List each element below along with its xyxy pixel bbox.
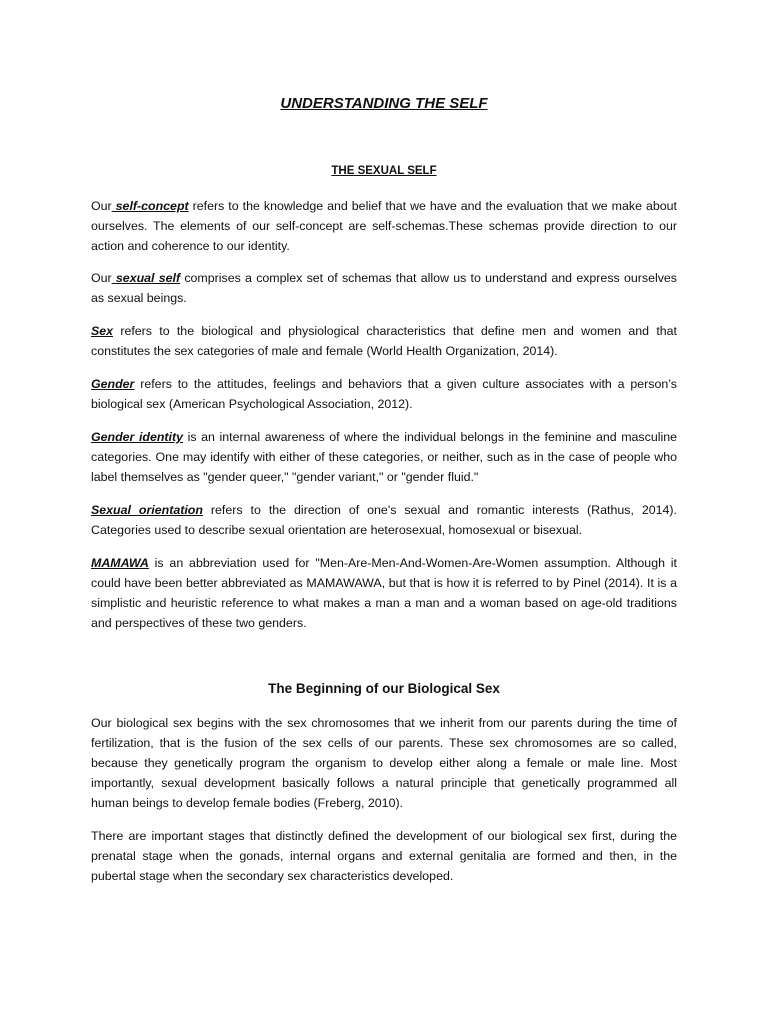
term-sexual-self: sexual self: [111, 271, 181, 285]
paragraph-prefix: Our: [91, 271, 112, 285]
term-gender: Gender: [91, 377, 135, 391]
term-gender-identity: Gender identity: [91, 430, 184, 444]
paragraph-text: comprises a complex set of schemas that allow us to understand and express ourselves as sexual beings.: [91, 271, 677, 305]
paragraph-self-concept: [91, 196, 677, 256]
paragraph-gender: [91, 374, 677, 414]
section-paragraph: There are important stages that distinctly defined the development of our biological sex first, during the prenatal stage when the gonads, internal organs and external genitalia are formed and then, in the pubertal stage when the secondary sex characteristics developed.: [91, 829, 677, 883]
paragraph-gender-identity: [91, 427, 677, 487]
paragraph-mamawa: [91, 553, 677, 633]
section-paragraph: Our biological sex begins with the sex chromosomes that we inherit from our parents during the time of fertilization, that is the fusion of the sex cells of our parents. These sex chromosomes are so called, because they genetically program the organism to develop either along a female or male line. Most importantly, sexual development basically follows a natural principle that genetically programmed all human beings to develop female bodies (Freberg, 2010).: [91, 716, 677, 810]
term-sex: Sex: [91, 324, 114, 338]
paragraph-sexual-self: [91, 268, 677, 308]
paragraph-text: refers to the attitudes, feelings and behaviors that a given culture associates with a person’s biological sex (American Psychological Association, 2012).: [91, 377, 677, 411]
paragraph-sex: [91, 321, 677, 361]
paragraph-sexual-orientation: [91, 500, 677, 540]
paragraph-text: refers to the direction of one's sexual and romantic interests (Rathus, 2014). Categories used to describe sexual orientation are heterosexual, homosexual or bisexual.: [91, 503, 677, 537]
section-heading: The Beginning of our Biological Sex: [268, 681, 500, 696]
paragraph-text: is an abbreviation used for "Men-Are-Men-And-Women-Are-Women assumption. Although it could have been better abbreviated as MAMAWAWA, but that is how it is referred to by Pinel (2014). It is a simplistic and heuristic reference to what makes a man a man and a woman based on age-old traditions and perspectives of these two genders.: [91, 556, 677, 630]
document-title: UNDERSTANDING THE SELF: [280, 95, 488, 112]
term-self-concept: self-concept: [111, 199, 189, 213]
paragraph-text: is an internal awareness of where the individual belongs in the feminine and masculine categories. One may identify with either of these categories, or neither, such as in the case of people who label themselves as "gender queer," "gender variant," or "gender fluid.": [91, 430, 677, 484]
term-sexual-orientation: Sexual orientation: [91, 503, 203, 517]
term-mamawa: MAMAWA: [91, 556, 149, 570]
paragraph-prefix: Our: [91, 199, 112, 213]
paragraph-text: refers to the knowledge and belief that we have and the evaluation that we make about ourselves. The elements of our self-concept are self-schemas.These schemas provide direction to our action and coherence to our identity.: [91, 199, 677, 253]
paragraph-text: refers to the biological and physiological characteristics that define men and women and that constitutes the sex categories of male and female (World Health Organization, 2014).: [91, 324, 677, 358]
document-subtitle: THE SEXUAL SELF: [331, 165, 437, 177]
